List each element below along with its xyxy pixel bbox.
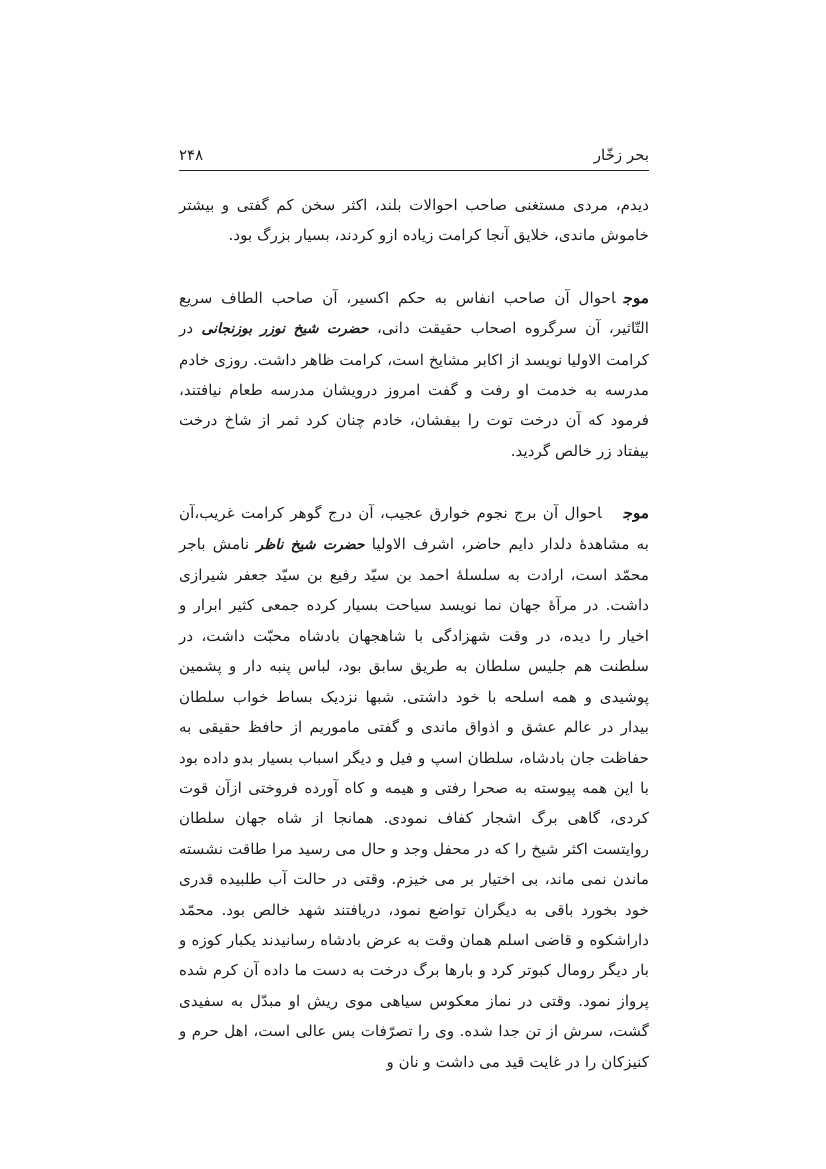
book-title: بحر زخّار — [593, 146, 649, 164]
honorific-name: حضرت شیخ ناظر — [256, 536, 365, 553]
book-page — [179, 140, 649, 1077]
header-rule — [179, 170, 649, 171]
paragraph-1-text: دیدم، مردی مستغنی صاحب احوالات بلند، اکثر سخن کم گفتی و بیشتر خاموش ماندی، خلایق آنجا کرامت زیاده ازو کردند، بسیار بزرگ بود. — [179, 196, 649, 245]
section-marker: موج — [623, 288, 649, 307]
page-number: ۲۴۸ — [179, 146, 204, 164]
paragraph-2-text-before: احوال آن صاحب انفاس به حکم اکسیر، آن صاحب الطاف سریع التّاثیر، آن سرگروه اصحاب حقیقت دانی، — [179, 288, 650, 338]
paragraph-2-text-after: در کرامت الاولیا نویسد از اکابر مشایخ است، کرامت ظاهر داشت. روزی خادم مدرسه به خدمت او رفت و گفت امروز درویشان مدرسه طعام نیافتند، فرمود که آن درخت توت را بیفشان، خادم چنان کرد ثمر از شاخ درخت بیفتاد زر خالص گردید. — [179, 319, 649, 460]
paragraph-2 — [179, 283, 649, 466]
section-marker: موج — [623, 504, 649, 523]
paragraph-3-text-before: احوال آن برج نجوم خوارق عجیب، آن درج گوهر کرامت غریب،آن به مشاهدۀ دلدار دایم حاضر، اشرف الاولیا — [179, 504, 650, 553]
honorific-name: حضرت شیخ نوزر بوزنجانی — [201, 321, 369, 338]
paragraph-1 — [179, 190, 649, 251]
paragraph-3-text-after: نامش باجر محمّد است، ارادت به سلسلۀ احمد بن سیّد رفیع بن سیّد جعفر شیرازی داشت. در مرآۀ جهان نما نویسد سیاحت بسیار کرده جمعی کثیر ابرار و اخیار را دیده، در وقت شهزادگی با شاهجهان بادشاه محبّت داشت، در سلطنت هم جلیس سلطان به طریق سابق بود، لباس پنبه دار و پشمین پوشیدی و همه اسلحه با خود داشتی. شبها نزدیک بساط خواب سلطان بیدار در عالم عشق و اذواق ماندی و گفتی ماموریم از حافظ حقیقی به حفاظت جان بادشاه، سلطان اسپ و فیل و دیگر اسباب بسیار بدو داده بود با این همه پیوسته به صحرا رفتی و هیمه و کاه آورده فروختی ازآن قوت کردی، گاهی برگ اشجار کفاف نمودی. همانجا از شاه جهان سلطان روایتست اکثر شیخ را که در محفل وجد و حال می رسید مرا طاقت نشسته ماندن نمی ماند، بی اختیار بر می خیزم. وقتی در حالت آب طلبیده قدری خود بخورد باقی به دیگران تواضع نمود، دریافتند شهد خالص بود. محمّد داراشکوه و قاضی اسلم همان وقت به عرض بادشاه رسانیدند یکبار کوزه و بار دیگر رومال کبوتر کرد و بارها برگ درخت به دست ما داده آن کرم شده پرواز نمود. وقتی در نماز معکوس سیاهی موی ریش او مبدّل به سفیدی گشت، سرش از تن جدا شده. وی را تصرّفات بس عالی است، اهل حرم و کنیزکان را در غایت قید می داشت و نان و — [179, 534, 649, 1071]
running-header — [179, 140, 649, 170]
paragraph-3 — [179, 498, 649, 1077]
